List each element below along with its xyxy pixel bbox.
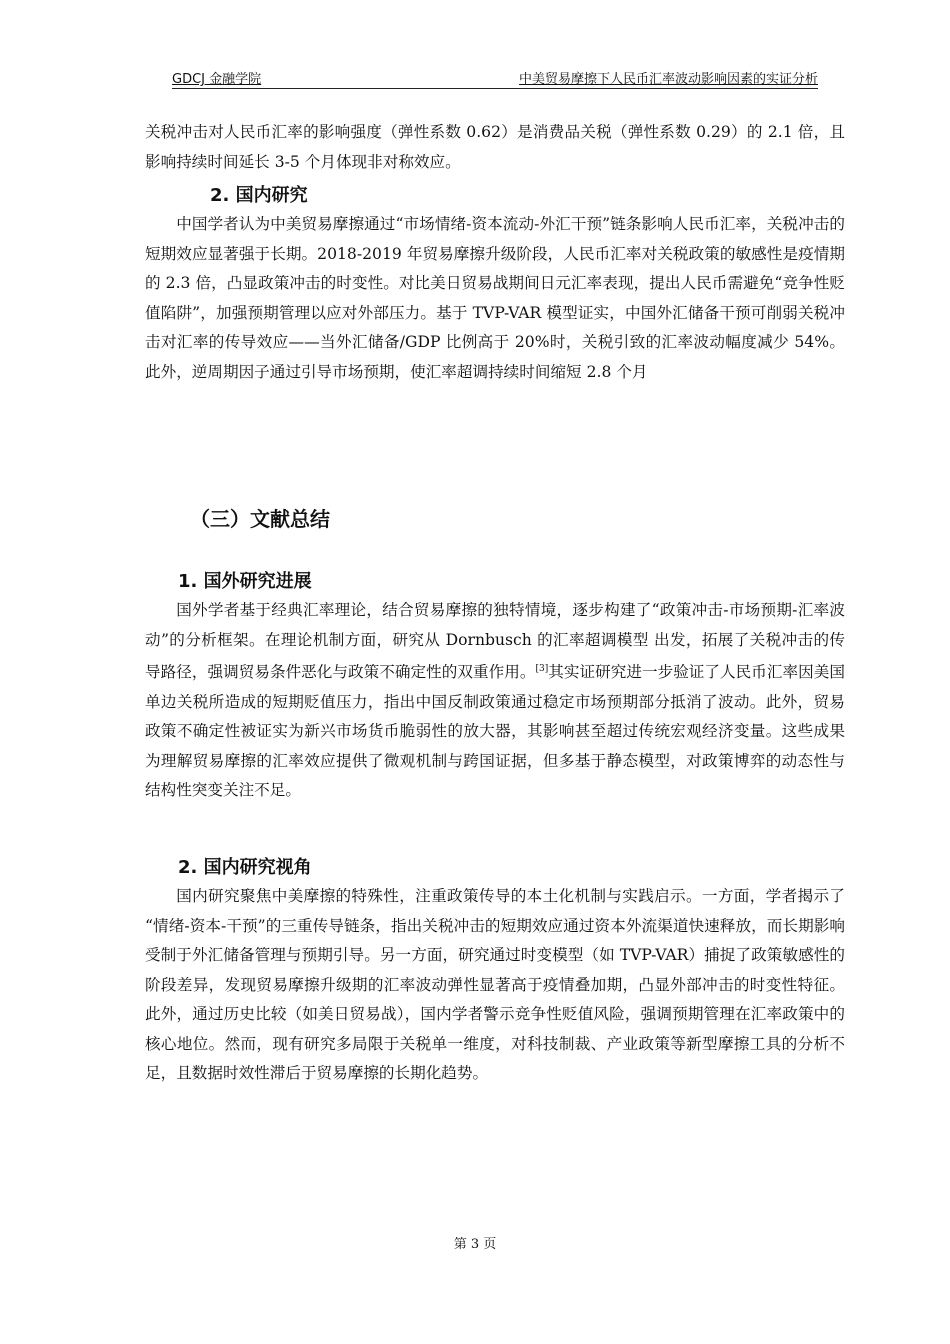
foreign-progress-text-a: 国外学者基于经典汇率理论，结合贸易摩擦的独特情境，逐步构建了“政策冲击-市场预期-汇率波动”的分析框架。在理论机制方面，研究从 Dornbusch 的汇率超调模型 出发，拓展了关税冲击的传导路径，强调贸易条件恶化与政策不确定性的双重作用。 [145,601,845,682]
paragraph-domestic-research: 中国学者认为中美贸易摩擦通过“市场情绪-资本流动-外汇干预”链条影响人民币汇率，关税冲击的短期效应显著强于长期。2018-2019 年贸易摩擦升级阶段，人民币汇率对关税政策的敏感性是疫情期的 2.3 倍，凸显政策冲击的时变性。对比美日贸易战期间日元汇率表现，提出人民币需避免“竞争性贬值陷阱”，加强预期管理以应对外部压力。基于 TVP-VAR 模型证实，中国外汇储备干预可削弱关税冲击对汇率的传导效应——当外汇储备/GDP 比例高于 20%时，关税引致的汇率波动幅度减少 54%。此外，逆周期因子通过引导市场预期，使汇率超调持续时间缩短 2.8 个月 [145,215,845,381]
header-institution: GDCJ 金融学院 [172,72,262,87]
page-header [172,68,818,89]
header-paper-title: 中美贸易摩擦下人民币汇率波动影响因素的实证分析 [518,72,818,87]
paragraph-foreign-progress [145,596,845,806]
section-heading-domestic-research: 2. 国内研究 [210,185,308,206]
foreign-progress-text-b: 其实证研究进一步验证了人民币汇率因美国单边关税所造成的短期贬值压力，指出中国反制政策通过稳定市场预期部分抵消了波动。此外，贸易政策不确定性被证实为新兴市场货币脆弱性的放大器，其影响甚至超过传统宏观经济变量。这些成果为理解贸易摩擦的汇率效应提供了微观机制与跨国证据，但多基于静态模型，对政策博弈的动态性与结构性突变关注不足。 [145,663,845,800]
citation-ref: [3] [535,664,549,674]
subsection-heading-domestic-perspective: 2. 国内研究视角 [178,857,312,878]
subsection-heading-foreign-progress: 1. 国外研究进展 [178,571,312,592]
page-number: 第 3 页 [453,1237,497,1252]
paragraph-domestic-perspective: 国内研究聚焦中美摩擦的特殊性，注重政策传导的本土化机制与实践启示。一方面，学者揭示了 “情绪-资本-干预”的三重传导链条，指出关税冲击的短期效应通过资本外流渠道快速释放，而长期影响受制于外汇储备管理与预期引导。另一方面，研究通过时变模型（如 TVP-VAR）捕捉了政策敏感性的阶段差异，发现贸易摩擦升级期的汇率波动弹性显著高于疫情叠加期，凸显外部冲击的时变性特征。此外，通过历史比较（如美日贸易战），国内学者警示竞争性贬值风险，强调预期管理在汇率政策中的核心地位。然而，现有研究多局限于关税单一维度，对科技制裁、产业政策等新型摩擦工具的分析不足，且数据时效性滞后于贸易摩擦的长期化趋势。 [145,887,845,1082]
paragraph-continued: 关税冲击对人民币汇率的影响强度（弹性系数 0.62）是消费品关税（弹性系数 0.29）的 2.1 倍，且影响持续时间延长 3-5 个月体现非对称效应。 [145,123,845,171]
section-heading-literature-summary: （三）文献总结 [190,507,330,531]
